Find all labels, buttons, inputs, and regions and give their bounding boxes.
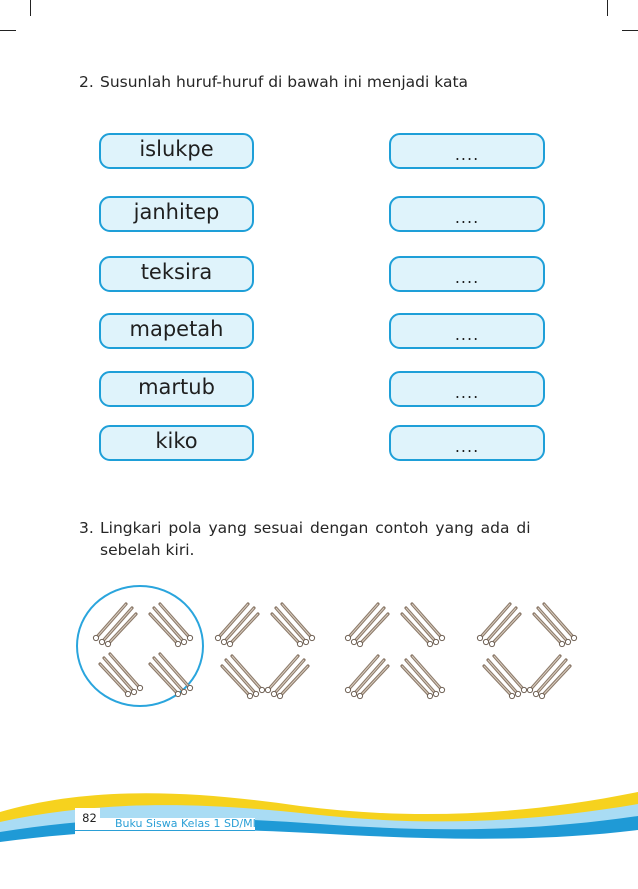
page-number: 82 xyxy=(82,811,97,825)
answer-placeholder: .... xyxy=(454,145,480,164)
question-number: 3. xyxy=(79,519,94,537)
answer-box[interactable] xyxy=(389,196,545,232)
book-title: Buku Siswa Kelas 1 SD/MI xyxy=(115,817,256,830)
question-text-line-2: sebelah kiri. xyxy=(100,541,195,559)
scrambled-word-box xyxy=(99,133,254,169)
answer-box[interactable] xyxy=(389,256,545,292)
pattern-option-1[interactable] xyxy=(212,592,322,700)
scrambled-word: kiko xyxy=(155,429,198,453)
title-underline xyxy=(75,830,255,831)
question-text-line-1: Lingkari pola yang sesuai dengan contoh yang ada di xyxy=(100,519,531,537)
crop-mark xyxy=(622,30,638,31)
answer-placeholder: .... xyxy=(454,437,480,456)
crop-mark xyxy=(607,0,608,16)
scrambled-word-box xyxy=(99,313,254,349)
scrambled-word: martub xyxy=(138,375,215,399)
pattern-option-2[interactable] xyxy=(342,592,452,700)
answer-box[interactable] xyxy=(389,425,545,461)
footer-decoration xyxy=(0,780,638,885)
answer-placeholder: .... xyxy=(454,383,480,402)
scrambled-word: janhitep xyxy=(133,200,220,224)
scrambled-word: islukpe xyxy=(139,137,214,161)
crop-mark xyxy=(0,30,16,31)
question-number: 2. xyxy=(79,73,94,91)
question-3 xyxy=(79,518,569,564)
answer-box[interactable] xyxy=(389,313,545,349)
answer-placeholder: .... xyxy=(454,325,480,344)
answer-placeholder: .... xyxy=(454,208,480,227)
scrambled-word-box xyxy=(99,256,254,292)
scrambled-word-box xyxy=(99,425,254,461)
pattern-example xyxy=(90,592,200,700)
crop-mark xyxy=(30,0,31,16)
answer-box[interactable] xyxy=(389,133,545,169)
answer-placeholder: .... xyxy=(454,268,480,287)
scrambled-word: mapetah xyxy=(129,317,224,341)
scrambled-word-box xyxy=(99,371,254,407)
answer-box[interactable] xyxy=(389,371,545,407)
scrambled-word-box xyxy=(99,196,254,232)
pattern-option-3[interactable] xyxy=(474,592,584,700)
question-text: Susunlah huruf-huruf di bawah ini menjadi kata xyxy=(100,73,469,91)
scrambled-word: teksira xyxy=(140,260,213,284)
